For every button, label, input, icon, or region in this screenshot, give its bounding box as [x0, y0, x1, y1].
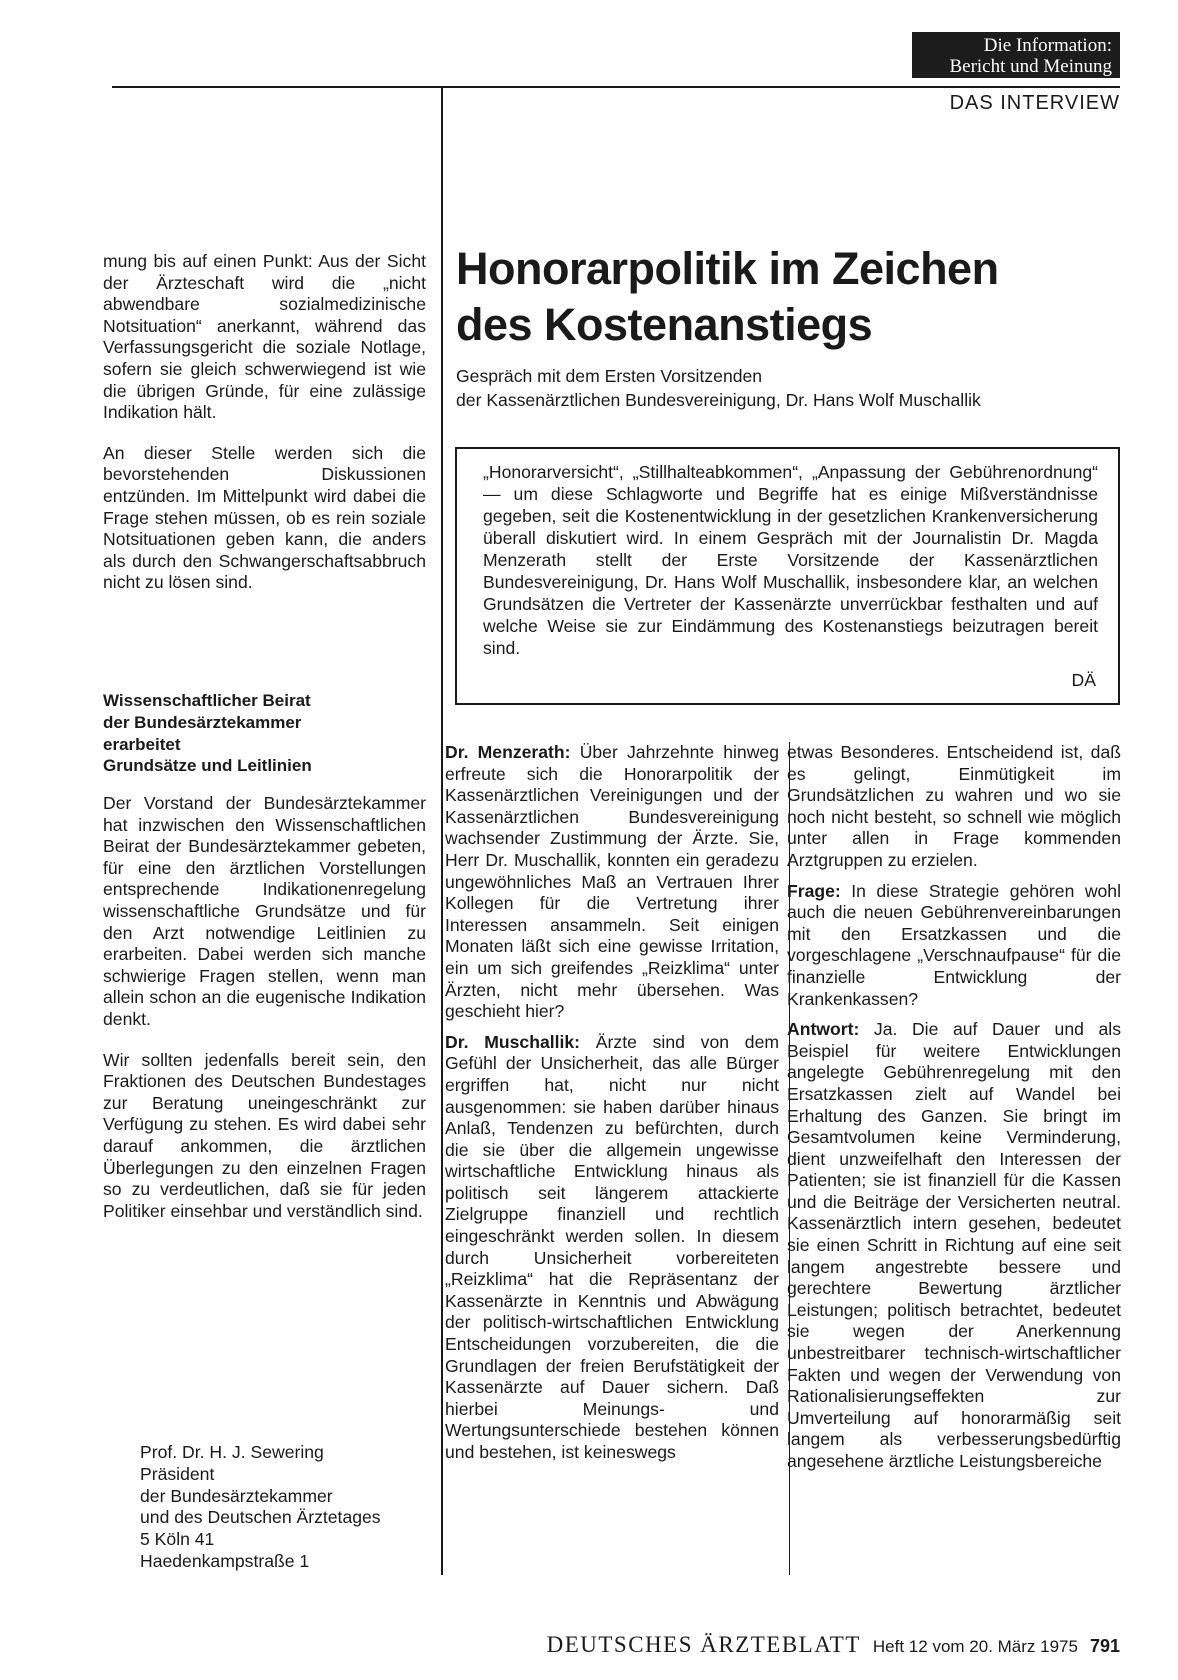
article-subtitle	[456, 364, 1136, 412]
badge-line-1: Die Information:	[983, 35, 1112, 56]
left-paragraph: mung bis auf einen Punkt: Aus der Sicht der Ärzteschaft wird die „nicht abwendbare sozialmedizinische Notsituation“ anerkannt, während das Verfassungsgericht die soziale Notlage, sofern sie gleich schwerwiegend ist wie die übrigen Gründe, für eine zulässige Indikation hält.	[103, 251, 426, 423]
speaker-label: Frage:	[787, 880, 841, 901]
headline-line-1: Honorarpolitik im Zeichen	[456, 243, 999, 294]
address-line: Haedenkampstraße 1	[140, 1550, 310, 1571]
badge-line-2: Bericht und Meinung	[949, 56, 1112, 77]
interview-text: In diese Strategie gehören wohl auch die neuen Gebührenvereinbarungen mit den Ersatzkassen und die vorgeschlagene „Verschnaufpause“ für die finanzielle Entwicklung der Krankenkassen?	[787, 880, 1121, 1009]
subheading-line: der Bundesärztekammer	[103, 712, 302, 732]
interview-text: Ja. Die auf Dauer und als Beispiel für weitere Entwicklungen angelegte Gebührenregelung mit den Ersatzkassen zielt auf Wandel bei Erhaltung des Ganzen. Sie bringt im Gesamtvolumen keine Verminderung, dient unzweifelhaft den Interessen der Patienten; sie ist finanziell für die Kassen und die Beiträge der Versicherten neutral. Kassenärztlich intern gesehen, bedeutet sie einen Schritt in Richtung auf eine seit langem angestrebte bessere und gerechtere Bewertung ärztlicher Leistungen; politisch betrachtet, bedeutet sie wegen der Anerkennung unbestreitbarer technisch-wirtschaftlicher Fakten und wegen der Verwendung von Rationalisierungseffekten zur Umverteilung auf honorarmäßig seit langem als verbesserungsbedürftig angesehene ärztliche Leistungsbereiche	[787, 1019, 1121, 1471]
interview-text: Über Jahrzehnte hinweg erfreute sich die Honorarpolitik der Kassenärztlichen Vereinigungen und der Kassenärztlichen Bundesvereinigung wachsender Zustimmung der Ärzte. Sie, Herr Dr. Muschallik, konnten ein geradezu ungewöhnliches Maß an Vertrauen Ihrer Kollegen für die Vertretung ihrer Interessen ansammeln. Seit einigen Monaten läßt sich eine gewisse Irritation, ein um sich greifendes „Reizklima“ unter Ärzten, nicht mehr übersehen. Was geschieht hier?	[445, 742, 779, 1022]
left-paragraph: An dieser Stelle werden sich die bevorstehenden Diskussionen entzünden. Im Mittelpunkt wird dabei die Frage stehen müssen, ob es rein soziale Notsituationen geben kann, die anders als durch den Schwangerschaftsabbruch nicht zu lösen sind.	[103, 442, 426, 593]
address-line: Präsident	[140, 1463, 215, 1484]
author-address	[140, 1442, 440, 1573]
left-column-bottom	[103, 793, 426, 1222]
interview-paragraph	[787, 742, 1121, 872]
headline-line-2: des Kostenanstiegs	[456, 299, 873, 350]
interview-text: Ärzte sind von dem Gefühl der Unsicherheit, das alle Bürger ergriffen hat, nicht nur nicht ausgenommen: sie haben darüber hinaus Anlaß, Tendenzen zu befürchten, durch die sie über die allgemein ungewisse wirtschaftliche Entwicklung hinaus als politisch seit längerem attackierte Zielgruppe finanziell und rechtlich eingeschränkt werden sollen. In diesem durch Unsicherheit vorbereiteten „Reizklima“ hat die Repräsentanz der Kassenärzte in Kenntnis und Abwägung der politisch-wirtschaftlichen Entwicklung Entscheidungen vorzubereiten, die die Grundlagen der freien Berufstätigkeit der Kassenärzte auf Dauer sichern. Daß hierbei Meinungs- und Wertungsunterschiede bestehen können und bestehen, ist keineswegs	[445, 1031, 780, 1462]
address-line: und des Deutschen Ärztetages	[140, 1507, 381, 1528]
article-headline	[456, 241, 1116, 353]
subheading-line: erarbeitet	[103, 734, 181, 754]
column-divider-main	[441, 87, 443, 1575]
section-label: DAS INTERVIEW	[949, 92, 1120, 114]
address-line: 5 Köln 41	[140, 1529, 215, 1550]
interview-paragraph	[787, 1019, 1121, 1472]
left-paragraph: Der Vorstand der Bundesärztekammer hat inzwischen den Wissenschaftlichen Beirat der Bundesärztekammer gebeten, für eine den ärztlichen Vorstellungen entsprechende Indikationenregelung wissenschaftliche Grundsätze und für den Arzt notwendige Leitlinien zu erarbeiten. Dabei werden sich manche schwierige Fragen stellen, wenn man allein schon an die eugenische Indikation denkt.	[103, 793, 426, 1029]
interview-paragraph	[445, 1032, 779, 1464]
subtitle-line-1: Gespräch mit dem Ersten Vorsitzenden	[456, 366, 763, 386]
left-column-top	[103, 251, 426, 594]
interview-paragraph	[445, 742, 779, 1023]
issue-info: Heft 12 vom 20. März 1975	[872, 1637, 1078, 1656]
intro-box	[455, 447, 1120, 705]
interview-text: etwas Besonderes. Entscheidend ist, daß es gelingt, Einmütigkeit im Grundsätzlichen zu wahren und wo sie noch nicht besteht, so schnell wie möglich unter allen in Frage kommenden Arztgruppen zu erzielen.	[787, 742, 1121, 870]
top-rule	[112, 86, 1120, 88]
address-line: der Bundesärztekammer	[140, 1485, 333, 1506]
section-badge	[912, 32, 1120, 78]
speaker-label: Dr. Menzerath:	[445, 742, 571, 762]
intro-text: „Honorarversicht“, „Stillhalteabkommen“, „Anpassung der Gebührenordnung“ — um diese Schlagworte und Begriffe hat es einige Mißverständnisse gegeben, seit die Kostenentwicklung in der gesetzlichen Krankenversicherung überall diskutiert wird. In einem Gespräch mit der Journalistin Dr. Magda Menzerath stellt der Erste Vorsitzende der Kassenärztlichen Bundesvereinigung, Dr. Hans Wolf Muschallik, insbesondere klar, an welchen Grundsätzen die Vertreter der Kassenärzte unverrückbar festhalten und auf welche Weise sie zur Eindämmung des Kostenanstiegs beizutragen bereit sind.	[483, 462, 1098, 658]
page-footer	[498, 1632, 1120, 1658]
subheading-line: Grundsätze und Leitlinien	[103, 756, 312, 776]
interview-column-2	[787, 742, 1121, 1473]
address-line: Prof. Dr. H. J. Sewering	[140, 1442, 324, 1462]
journal-masthead: DEUTSCHES ÄRZTEBLATT	[546, 1632, 861, 1657]
page-number: 791	[1089, 1636, 1120, 1656]
speaker-label: Dr. Muschallik:	[445, 1031, 581, 1052]
speaker-label: Antwort:	[787, 1019, 860, 1040]
subheading-line: Wissenschaftlicher Beirat	[103, 691, 311, 710]
interview-paragraph	[787, 881, 1121, 1011]
subtitle-line-2: der Kassenärztlichen Bundesvereinigung, Dr. Hans Wolf Muschallik	[456, 390, 981, 410]
left-subheading	[103, 690, 426, 777]
left-paragraph: Wir sollten jedenfalls bereit sein, den Fraktionen des Deutschen Bundestages zur Beratung uneingeschränkt zur Verfügung zu stehen. Es wird dabei sehr darauf ankommen, die ärztlichen Überlegungen zu den einzelnen Fragen so zu verdeutlichen, daß sie für jeden Politiker einsehbar und verständlich sind.	[103, 1049, 426, 1221]
interview-column-1	[445, 742, 779, 1464]
intro-signature: DÄ	[1071, 670, 1096, 690]
